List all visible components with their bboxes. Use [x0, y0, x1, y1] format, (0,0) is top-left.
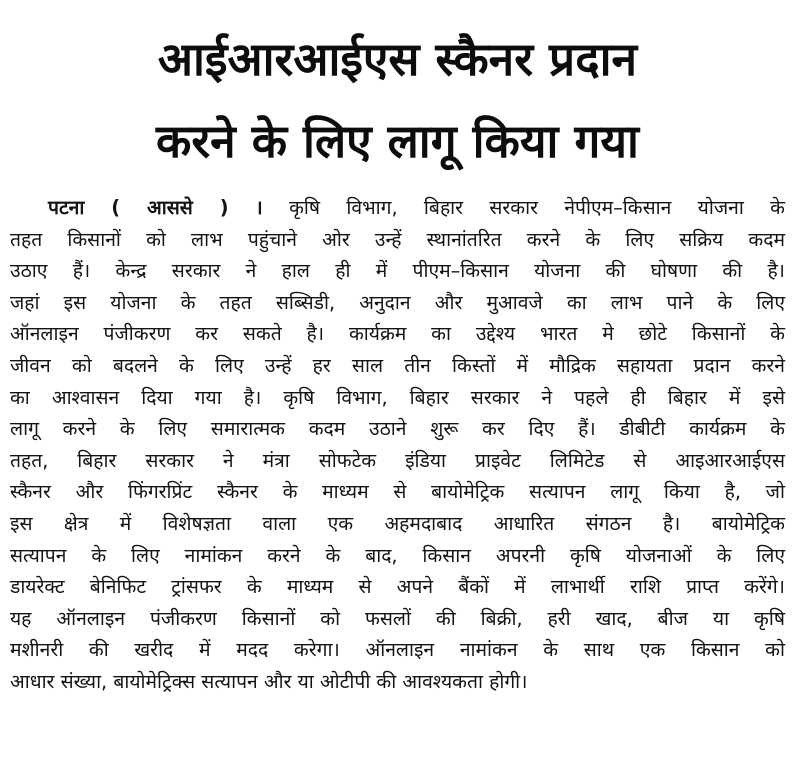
body-line: आधार संख्या, बायोमेट्रिक्स सत्यापन और या ओटीपी की आवश्यकता होगी।	[10, 669, 528, 693]
body-line: जहां इस योजना के तहत सब्सिडी, अनुदान और मुआवजे का लाभ पाने के लिए	[10, 290, 785, 314]
body-line: जीवन को बदलने के लिए उन्हें हर साल तीन किस्तों में मौद्रिक सहायता प्रदान करने	[10, 353, 785, 377]
body-line: डायरेक्ट बेनिफिट ट्रांसफर के माध्यम से अपने बैंकों में लाभार्थी राशि प्राप्त करेंगे।	[10, 575, 785, 599]
body-line: लागू करने के लिए समारात्मक कदम उठाने शुरू कर दिए हैं। डीबीटी कार्यक्रम के	[10, 417, 785, 441]
body-line: उठाए हैं। केन्द्र सरकार ने हाल ही में पीएम–किसान योजना की घोषणा की है।	[10, 259, 785, 283]
body-line-text: कृषि विभाग, बिहार सरकार नेपीएम–किसान योजना के	[289, 196, 785, 219]
body-line: का आश्वासन दिया गया है। कृषि विभाग, बिहार सरकार ने पहले ही बिहार में इसे	[10, 385, 785, 409]
body-line: तहत किसानों को लाभ पहुंचाने ओर उन्हें स्थानांतरित करने के लिए सक्रिय कदम	[10, 227, 785, 251]
headline-line: करने के लिए लागू किया गया	[156, 114, 639, 168]
body-line: स्कैनर और फिंगरप्रिंट स्कैनर के माध्यम से बायोमेट्रिक सत्यापन लागू किया है, जो	[10, 480, 785, 504]
body-line: तहत, बिहार सरकार ने मंत्रा सोफटेक इंडिया प्राइवेट लिमिटेड से आइआरआईएस	[10, 448, 785, 472]
body-line	[10, 192, 785, 224]
article-body	[10, 192, 785, 698]
body-line: ऑनलाइन पंजीकरण कर सकते है। कार्यक्रम का उद्देश्य भारत मे छोटे किसानों के	[10, 322, 785, 346]
dateline: पटना ( आससे ) ।	[48, 196, 263, 219]
headline-line: आईआरआईएस स्कैनर प्रदान	[157, 32, 638, 86]
body-line: यह ऑनलाइन पंजीकरण किसानों को फसलों की बिक्री, हरी खाद, बीज या कृषि	[10, 606, 785, 630]
headline	[10, 18, 785, 182]
body-line: इस क्षेत्र में विशेषज्ञता वाला एक अहमदाबाद आधारित संगठन है। बायोमेट्रिक	[10, 511, 785, 535]
body-line: मशीनरी की खरीद में मदद करेगा। ऑनलाइन नामांकन के साथ एक किसान को	[10, 638, 785, 662]
body-line: सत्यापन के लिए नामांकन करने के बाद, किसान अपरनी कृषि योजनाओं के लिए	[10, 543, 785, 567]
